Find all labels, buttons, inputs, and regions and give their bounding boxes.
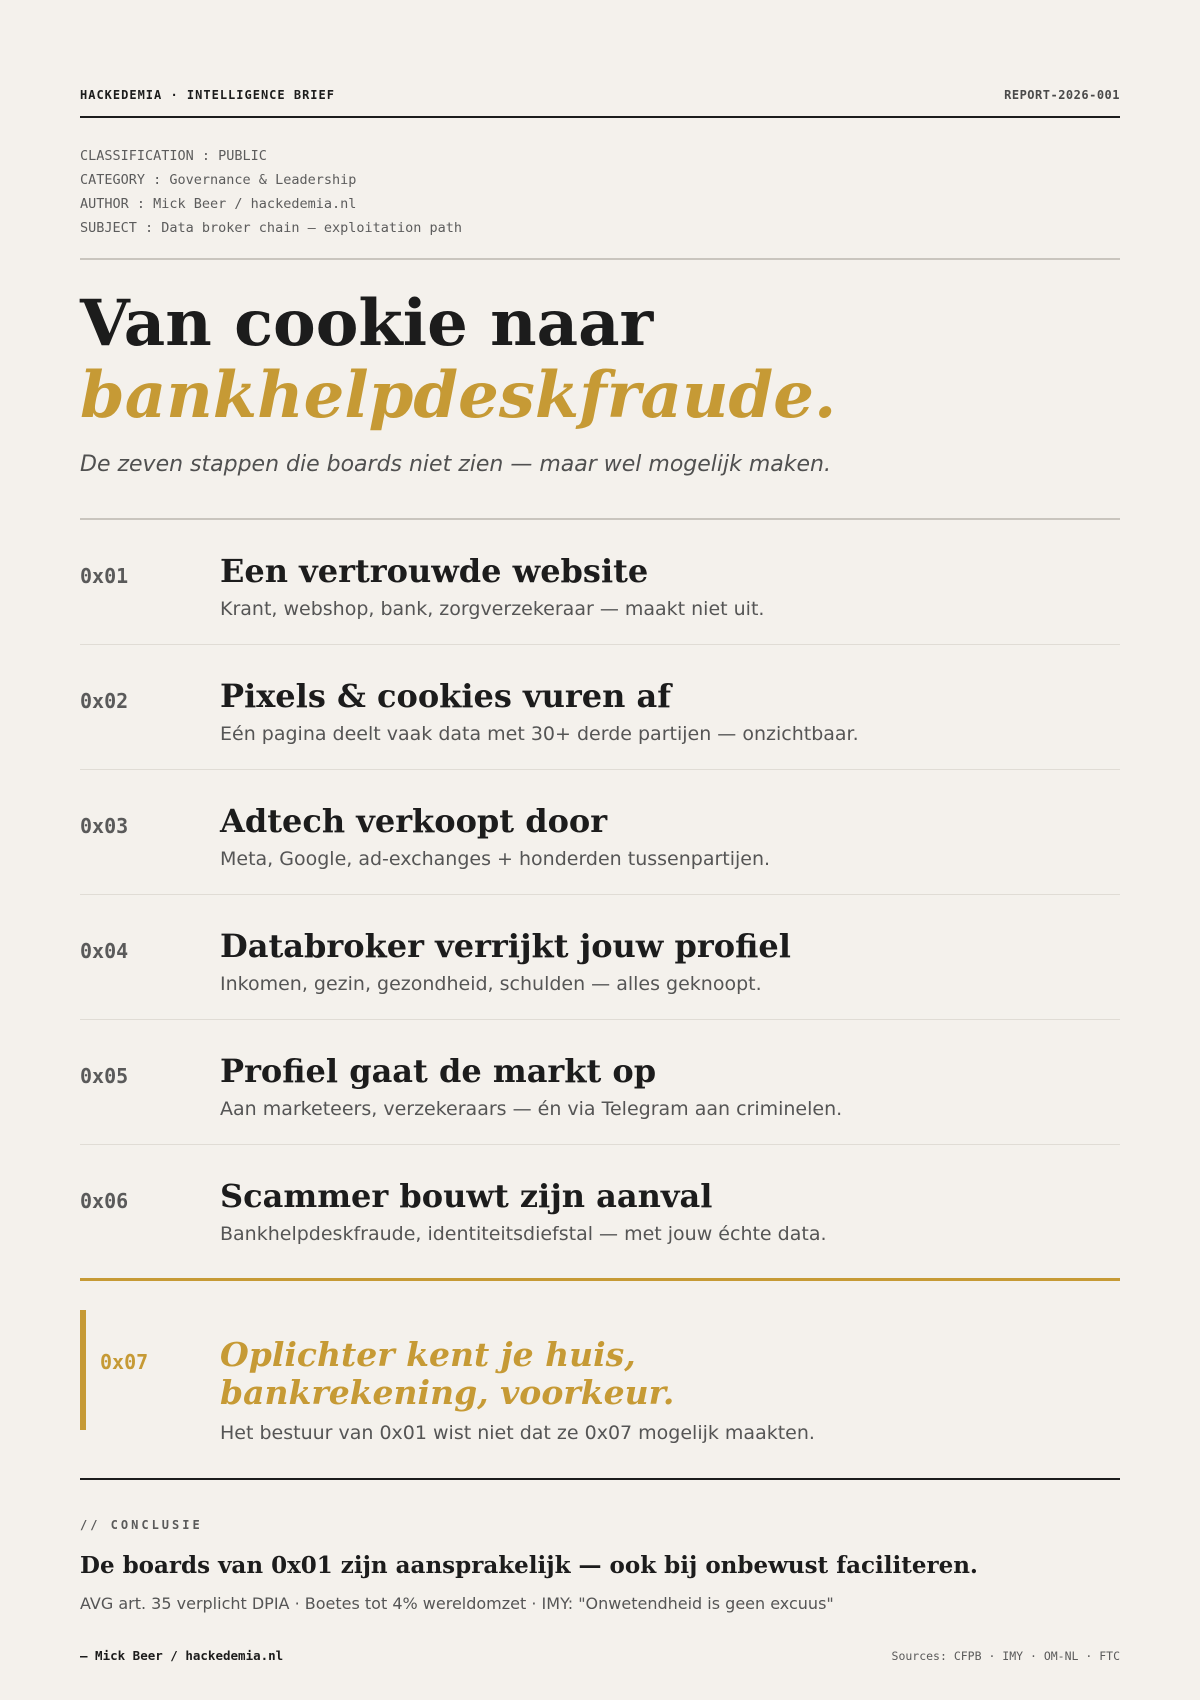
step-title: Scammer bouwt zijn aanval <box>220 1177 713 1215</box>
final-step <box>80 1310 1120 1460</box>
final-title-line-1: Oplichter kent je huis, <box>220 1335 636 1374</box>
final-step-description: Het bestuur van 0x01 wist niet dat ze 0x07 mogelijk maakten. <box>220 1422 815 1444</box>
meta-classification: CLASSIFICATION : PUBLIC <box>80 148 267 164</box>
final-step-number: 0x07 <box>100 1350 149 1374</box>
step-item <box>80 1020 1120 1145</box>
report-id: REPORT-2026-001 <box>1004 88 1120 102</box>
title-line-1: Van cookie naar <box>80 286 654 361</box>
step-number: 0x02 <box>80 689 129 713</box>
final-step-title <box>220 1336 674 1412</box>
step-number: 0x05 <box>80 1064 129 1088</box>
accent-divider <box>80 1278 1120 1281</box>
step-title: Pixels & cookies vuren af <box>220 677 671 715</box>
metadata-block <box>80 144 1120 260</box>
step-item <box>80 770 1120 895</box>
step-description: Eén pagina deelt vaak data met 30+ derde partijen — onzichtbaar. <box>220 723 859 745</box>
step-number: 0x06 <box>80 1189 129 1213</box>
meta-subject: SUBJECT : Data broker chain — exploitation path <box>80 220 463 236</box>
step-title: Databroker verrijkt jouw profiel <box>220 927 791 965</box>
step-description: Bankhelpdeskfraude, identiteitsdiefstal — met jouw échte data. <box>220 1223 827 1245</box>
final-title-line-2: bankrekening, voorkeur. <box>220 1373 675 1412</box>
meta-category: CATEGORY : Governance & Leadership <box>80 172 357 188</box>
step-number: 0x01 <box>80 564 129 588</box>
step-number: 0x04 <box>80 939 129 963</box>
meta-author: AUTHOR : Mick Beer / hackedemia.nl <box>80 196 357 212</box>
step-item <box>80 895 1120 1020</box>
step-number: 0x03 <box>80 814 129 838</box>
step-title: Een vertrouwde website <box>220 552 649 590</box>
step-description: Inkomen, gezin, gezondheid, schulden — alles geknoopt. <box>220 973 762 995</box>
step-title: Adtech verkoopt door <box>220 802 608 840</box>
header-bar <box>80 88 1120 118</box>
conclusion-title: De boards van 0x01 zijn aansprakelijk — ook bij onbewust faciliteren. <box>80 1552 978 1579</box>
footer-author: — Mick Beer / hackedemia.nl <box>80 1648 284 1663</box>
page-title <box>80 288 1120 432</box>
brand-label: HACKEDEMIA · INTELLIGENCE BRIEF <box>80 88 335 102</box>
conclusion-label: // CONCLUSIE <box>80 1518 203 1532</box>
step-item <box>80 1145 1120 1270</box>
accent-bar <box>80 1310 86 1430</box>
step-item <box>80 520 1120 645</box>
page-subtitle: De zeven stappen die boards niet zien — maar wel mogelijk maken. <box>80 452 831 477</box>
step-title: Profiel gaat de markt op <box>220 1052 657 1090</box>
step-description: Krant, webshop, bank, zorgverzekeraar — maakt niet uit. <box>220 598 765 620</box>
conclusion-subtitle: AVG art. 35 verplicht DPIA · Boetes tot 4% wereldomzet · IMY: "Onwetendheid is geen excuus" <box>80 1594 834 1613</box>
step-description: Meta, Google, ad-exchanges + honderden tussenpartijen. <box>220 848 771 870</box>
footer-sources: Sources: CFPB · IMY · OM-NL · FTC <box>891 1649 1120 1663</box>
steps-list <box>80 520 1120 1270</box>
title-line-2: bankhelpdeskfraude. <box>80 358 837 433</box>
step-description: Aan marketeers, verzekeraars — én via Telegram aan criminelen. <box>220 1098 843 1120</box>
step-item <box>80 645 1120 770</box>
conclusion-divider <box>80 1478 1120 1480</box>
